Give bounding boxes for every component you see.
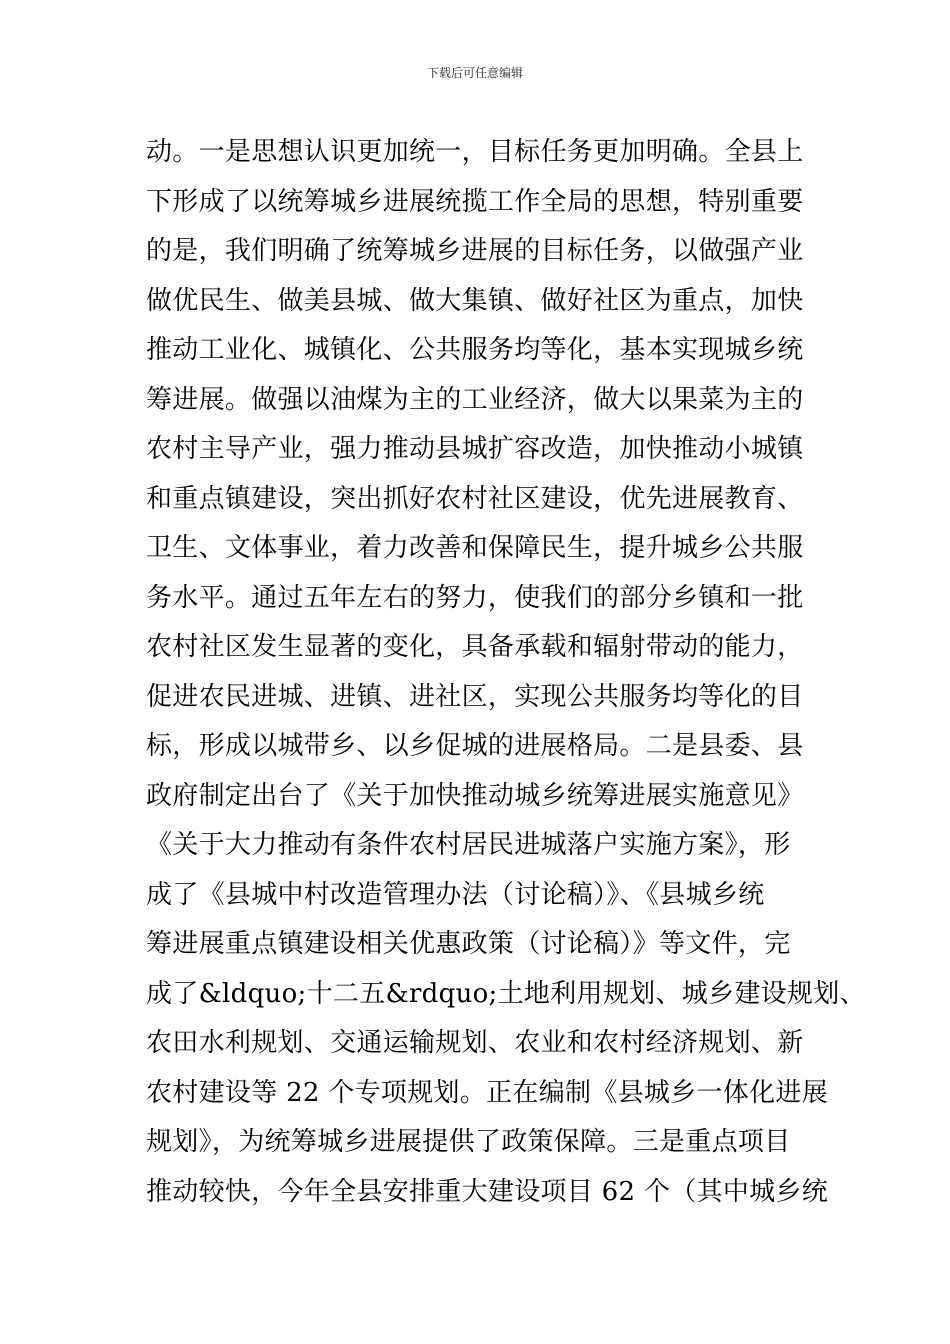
text-line: 下形成了以统筹城乡进展统揽工作全局的思想，特别重要 [146,186,804,217]
text-line: 促进农民进城、进镇、进社区，实现公共服务均等化的目 [146,681,804,712]
text-line: 动。一是思想认识更加统一，目标任务更加明确。全县上 [146,137,804,167]
text-line: 筹进展重点镇建设相关优惠政策（讨论稿）》等文件，完 [146,929,791,959]
text-line: 和重点镇建设，突出抓好农村社区建设，优先进展教育、 [146,483,804,514]
page-header-note: 下载后可任意编辑 [426,66,523,80]
text-line: 推动工业化、城镇化、公共服务均等化，基本实现城乡统 [146,335,804,365]
text-line: 务水平。通过五年左右的努力，使我们的部分乡镇和一批 [146,582,804,613]
text-line: 政府制定出台了《关于加快推动城乡统筹进展实施意见》 [146,780,804,811]
text-line: 的是，我们明确了统筹城乡进展的目标任务，以做强产业 [146,236,804,266]
text-line: 标，形成以城带乡、以乡促城的进展格局。二是县委、县 [146,731,804,761]
text-line: 规划》，为统筹城乡进展提供了政策保障。三是重点项目 [146,1127,791,1157]
document-body [146,128,866,1217]
text-line: 推动较快，今年全县安排重大建设项目 62 个（其中城乡统 [146,1176,829,1207]
text-line: 做优民生、做美县城、做大集镇、做好社区为重点，加快 [146,285,804,316]
text-line: 筹进展。做强以油煤为主的工业经济，做大以果菜为主的 [146,384,804,415]
text-line: 成了《县城中村改造管理办法（讨论稿）》、《县城乡统 [146,879,765,910]
text-line: 卫生、文体事业，着力改善和保障民生，提升城乡公共服 [146,533,804,563]
text-line: 农村建设等 22 个专项规划。正在编制《县城乡一体化进展 [146,1077,829,1108]
text-line: 农村主导产业，强力推动县城扩容改造，加快推动小城镇 [146,434,804,464]
text-line: 《关于大力推动有条件农村居民进城落户实施方案》，形 [146,830,791,860]
text-line: 农村社区发生显著的变化，具备承载和辐射带动的能力， [146,632,804,662]
text-line: 成了&ldquo;十二五&rdquo;土地利用规划、城乡建设规划、 [146,978,866,1009]
text-line: 农田水利规划、交通运输规划、农业和农村经济规划、新 [146,1028,804,1058]
